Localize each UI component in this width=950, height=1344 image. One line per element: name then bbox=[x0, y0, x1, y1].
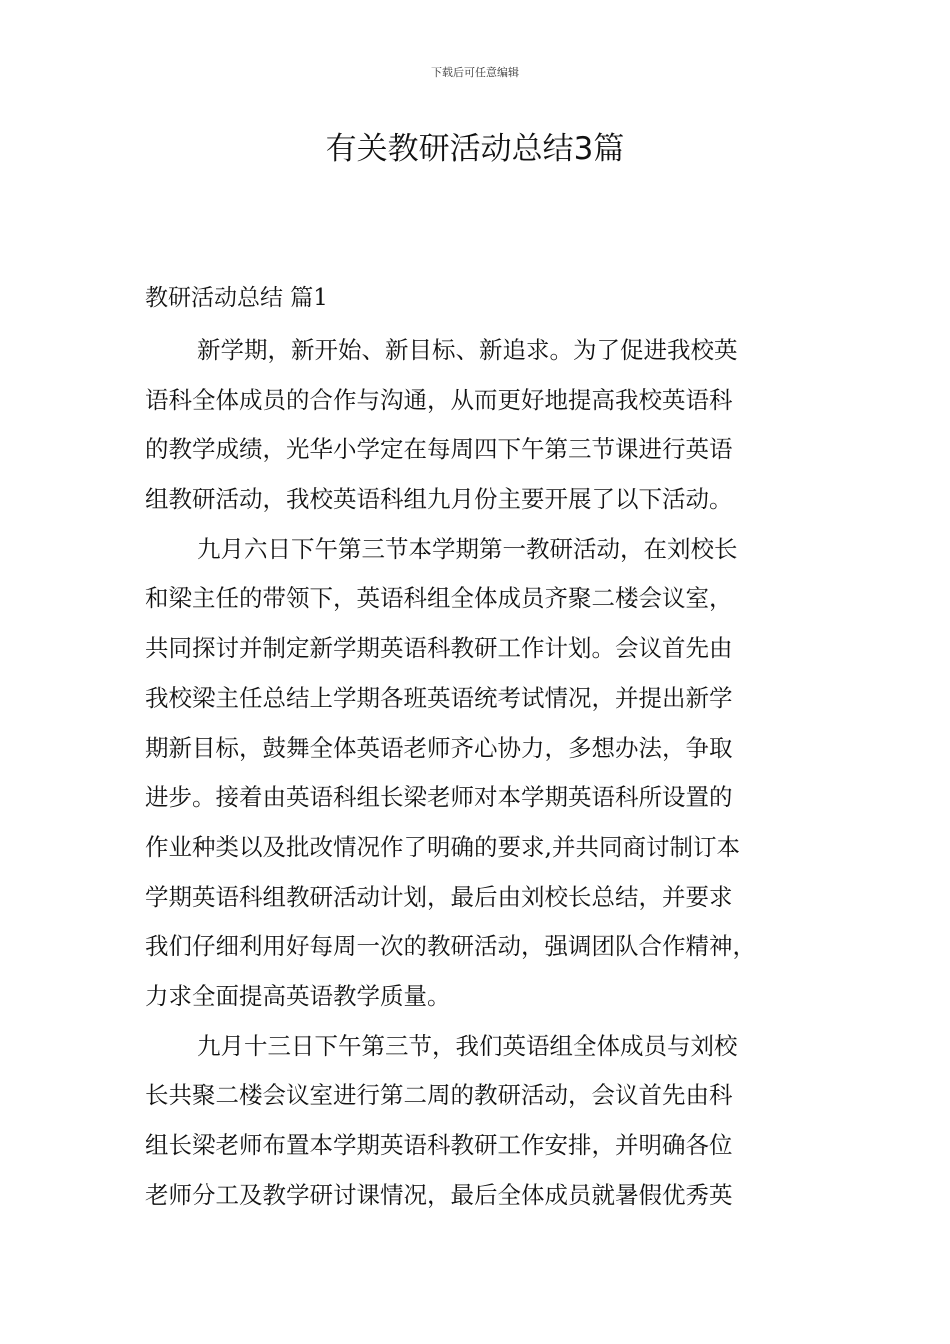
text-line: 的教学成绩，光华小学定在每周四下午第三节课进行英语 bbox=[145, 435, 733, 464]
paragraph-3 bbox=[145, 1022, 825, 1221]
text-line: 学期英语科组教研活动计划，最后由刘校长总结，并要求 bbox=[145, 882, 733, 911]
text-line: 进步。接着由英语科组长梁老师对本学期英语科所设置的 bbox=[145, 783, 733, 812]
header-note: 下载后可任意编辑 bbox=[431, 66, 519, 79]
text-line: 期新目标，鼓舞全体英语老师齐心协力，多想办法，争取 bbox=[145, 733, 733, 762]
document-body bbox=[145, 326, 825, 1220]
text-line: 组教研活动，我校英语科组九月份主要开展了以下活动。 bbox=[145, 485, 733, 514]
text-line: 我校梁主任总结上学期各班英语统考试情况，并提出新学 bbox=[145, 683, 733, 712]
text-line: 九月十三日下午第三节，我们英语组全体成员与刘校 bbox=[197, 1031, 738, 1060]
paragraph-1 bbox=[145, 326, 825, 525]
text-line: 组长梁老师布置本学期英语科教研工作安排，并明确各位 bbox=[145, 1131, 733, 1159]
text-line: 作业种类以及批改情况作了明确的要求,并共同商讨制订本 bbox=[145, 832, 740, 861]
text-line: 九月六日下午第三节本学期第一教研活动，在刘校长 bbox=[197, 534, 738, 563]
text-line: 共同探讨并制定新学期英语科教研工作计划。会议首先由 bbox=[145, 634, 733, 663]
text-line: 力求全面提高英语教学质量。 bbox=[145, 981, 451, 1010]
document-title: 有关教研活动总结3篇 bbox=[325, 131, 625, 167]
text-line: 语科全体成员的合作与沟通，从而更好地提高我校英语科 bbox=[145, 385, 733, 414]
text-line: 老师分工及教学研讨课情况，最后全体成员就暑假优秀英 bbox=[145, 1180, 733, 1209]
section-heading: 教研活动总结 篇1 bbox=[145, 285, 328, 311]
text-line: 和梁主任的带领下，英语科组全体成员齐聚二楼会议室， bbox=[145, 584, 733, 613]
text-line: 新学期，新开始、新目标、新追求。为了促进我校英 bbox=[197, 336, 738, 364]
text-line: 长共聚二楼会议室进行第二周的教研活动，会议首先由科 bbox=[145, 1081, 733, 1110]
paragraph-2 bbox=[145, 525, 825, 1022]
text-line: 我们仔细利用好每周一次的教研活动，强调团队合作精神， bbox=[145, 932, 756, 961]
